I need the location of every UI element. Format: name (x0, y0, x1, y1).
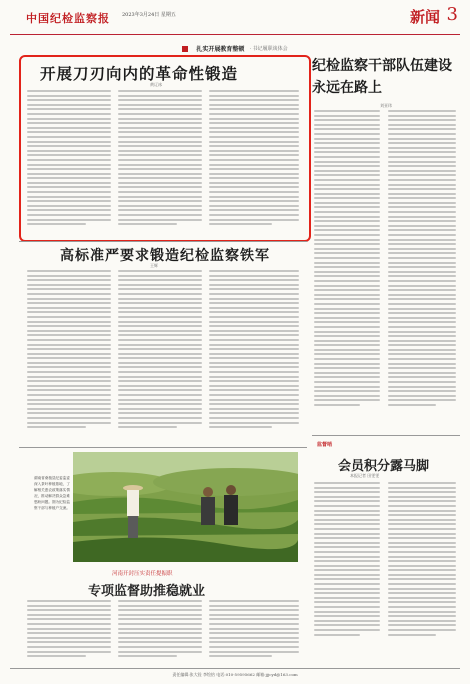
banner-marker-icon (182, 46, 188, 52)
article1-text-col-3 (209, 90, 299, 228)
banner-title: 扎实开展教育整顿 (196, 46, 245, 53)
photo-caption: 湖南省桑植县纪委监委深入茶叶种植基地，了解相关惠农政策落实情况，推动解决群众急难愁盼问题。图为纪检监察干部与种植户交流。 (34, 476, 70, 510)
article3-text-col-1 (27, 270, 111, 431)
article3-headline[interactable]: 高标准严要求锻造纪检监察铁军 (60, 248, 270, 264)
page-footer: 责任编辑:张大铨 李绘怡 电话:010-59595662 邮箱:jjjcyd@163.com (10, 668, 460, 678)
article4-text-col-1 (314, 482, 380, 638)
divider (19, 447, 307, 448)
tea-field-photo-image (73, 452, 298, 562)
article5-text-col-2 (118, 600, 202, 660)
masthead (10, 4, 460, 35)
article3-text-col-3 (209, 270, 299, 431)
issue-date: 2023年3月24日 星期五 (122, 12, 176, 18)
article5-kicker: 河南开封压实责任提振职 (112, 571, 173, 577)
article5-text-col-3 (209, 600, 299, 660)
article2-text-col-2 (388, 110, 456, 409)
article1-headline[interactable]: 开展刀刃向内的革命性锻造 (40, 64, 239, 83)
article5-text-col-1 (27, 600, 111, 660)
article1-text-col-2 (118, 90, 202, 228)
section-tag: 监督哨 (317, 442, 333, 448)
divider (19, 241, 307, 242)
article4-headline[interactable]: 会员积分露马脚 (338, 459, 430, 474)
article4-text-col-2 (388, 482, 456, 638)
tea-field-photo (73, 452, 298, 562)
article2-text-col-1 (314, 110, 380, 409)
section-title: 新闻 (409, 8, 440, 26)
article5-headline[interactable]: 专项监督助推稳就业 (88, 584, 206, 599)
newspaper-name: 中国纪检监察报 (26, 12, 110, 25)
article4-byline: 本报记者 田雯雯 (350, 473, 380, 478)
article2-byline: 刘亚玮 (380, 103, 392, 108)
article3-byline: 王辉 (150, 263, 158, 268)
article1-text-col-1 (27, 90, 111, 228)
divider (312, 435, 460, 436)
article3-text-col-2 (118, 270, 202, 431)
article2-headline[interactable]: 纪检监察干部队伍建设永远在路上 (312, 58, 452, 96)
banner-subtitle: · 书记履职谈体会 (249, 46, 288, 52)
column-banner (10, 38, 460, 53)
page-number: 3 (446, 4, 458, 25)
article1-byline: 黄辽冰 (150, 82, 162, 87)
